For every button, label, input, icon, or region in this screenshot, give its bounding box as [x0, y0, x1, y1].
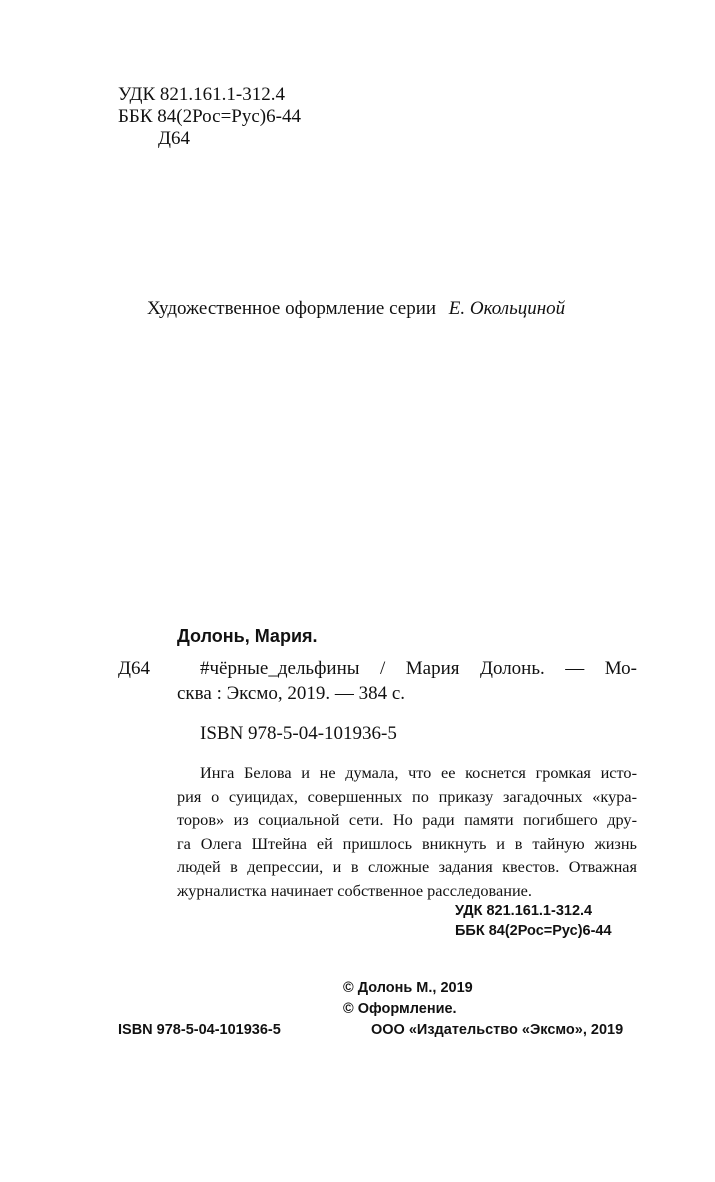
- footer-isbn: ISBN 978-5-04-101936-5: [118, 1022, 281, 1038]
- annotation-line: га Олега Штейна ей пришлось вникнуть и в тайную жизнь: [177, 833, 637, 853]
- card-isbn: ISBN 978-5-04-101936-5: [200, 723, 397, 744]
- annotation-line: людей в депрессии, и в сложные задания квестов. Отважная: [177, 857, 637, 876]
- annotation-line: торов» из социальной сети. Но ради памяти погибшего дру-: [177, 810, 637, 829]
- annotation-line: журналистка начинает собственное расследование.: [177, 880, 532, 900]
- author-heading: Долонь, Мария.: [177, 626, 318, 646]
- design-credit: [147, 298, 565, 320]
- annotation: [177, 761, 637, 902]
- title-line-2: сква : Эксмо, 2019. — 384 с.: [177, 683, 406, 704]
- bbk-code-top: ББК 84(2Рос=Рус)6-44: [118, 106, 301, 127]
- bbk-code-card: ББК 84(2Рос=Рус)6-44: [455, 923, 612, 939]
- title-line-1: #чёрные_дельфины / Мария Долонь. — Мо-: [200, 658, 637, 679]
- publisher: ООО «Издательство «Эксмо», 2019: [371, 1022, 624, 1038]
- designer-name: Е. Окольциной: [448, 298, 566, 319]
- annotation-line: Инга Белова и не думала, что ее коснется громкая исто-: [200, 763, 637, 782]
- udk-code-top: УДК 821.161.1-312.4: [118, 84, 285, 105]
- author-mark-top: Д64: [158, 128, 190, 149]
- copyright-author: © Долонь М., 2019: [343, 980, 473, 996]
- udk-code-card: УДК 821.161.1-312.4: [455, 903, 593, 919]
- annotation-line: рия о суицидах, совершенных по приказу загадочных «кура-: [177, 786, 637, 806]
- author-mark-card: Д64: [118, 658, 150, 679]
- design-credit-text: Художественное оформление серии: [147, 298, 437, 319]
- copyright-design: © Оформление.: [343, 1001, 457, 1017]
